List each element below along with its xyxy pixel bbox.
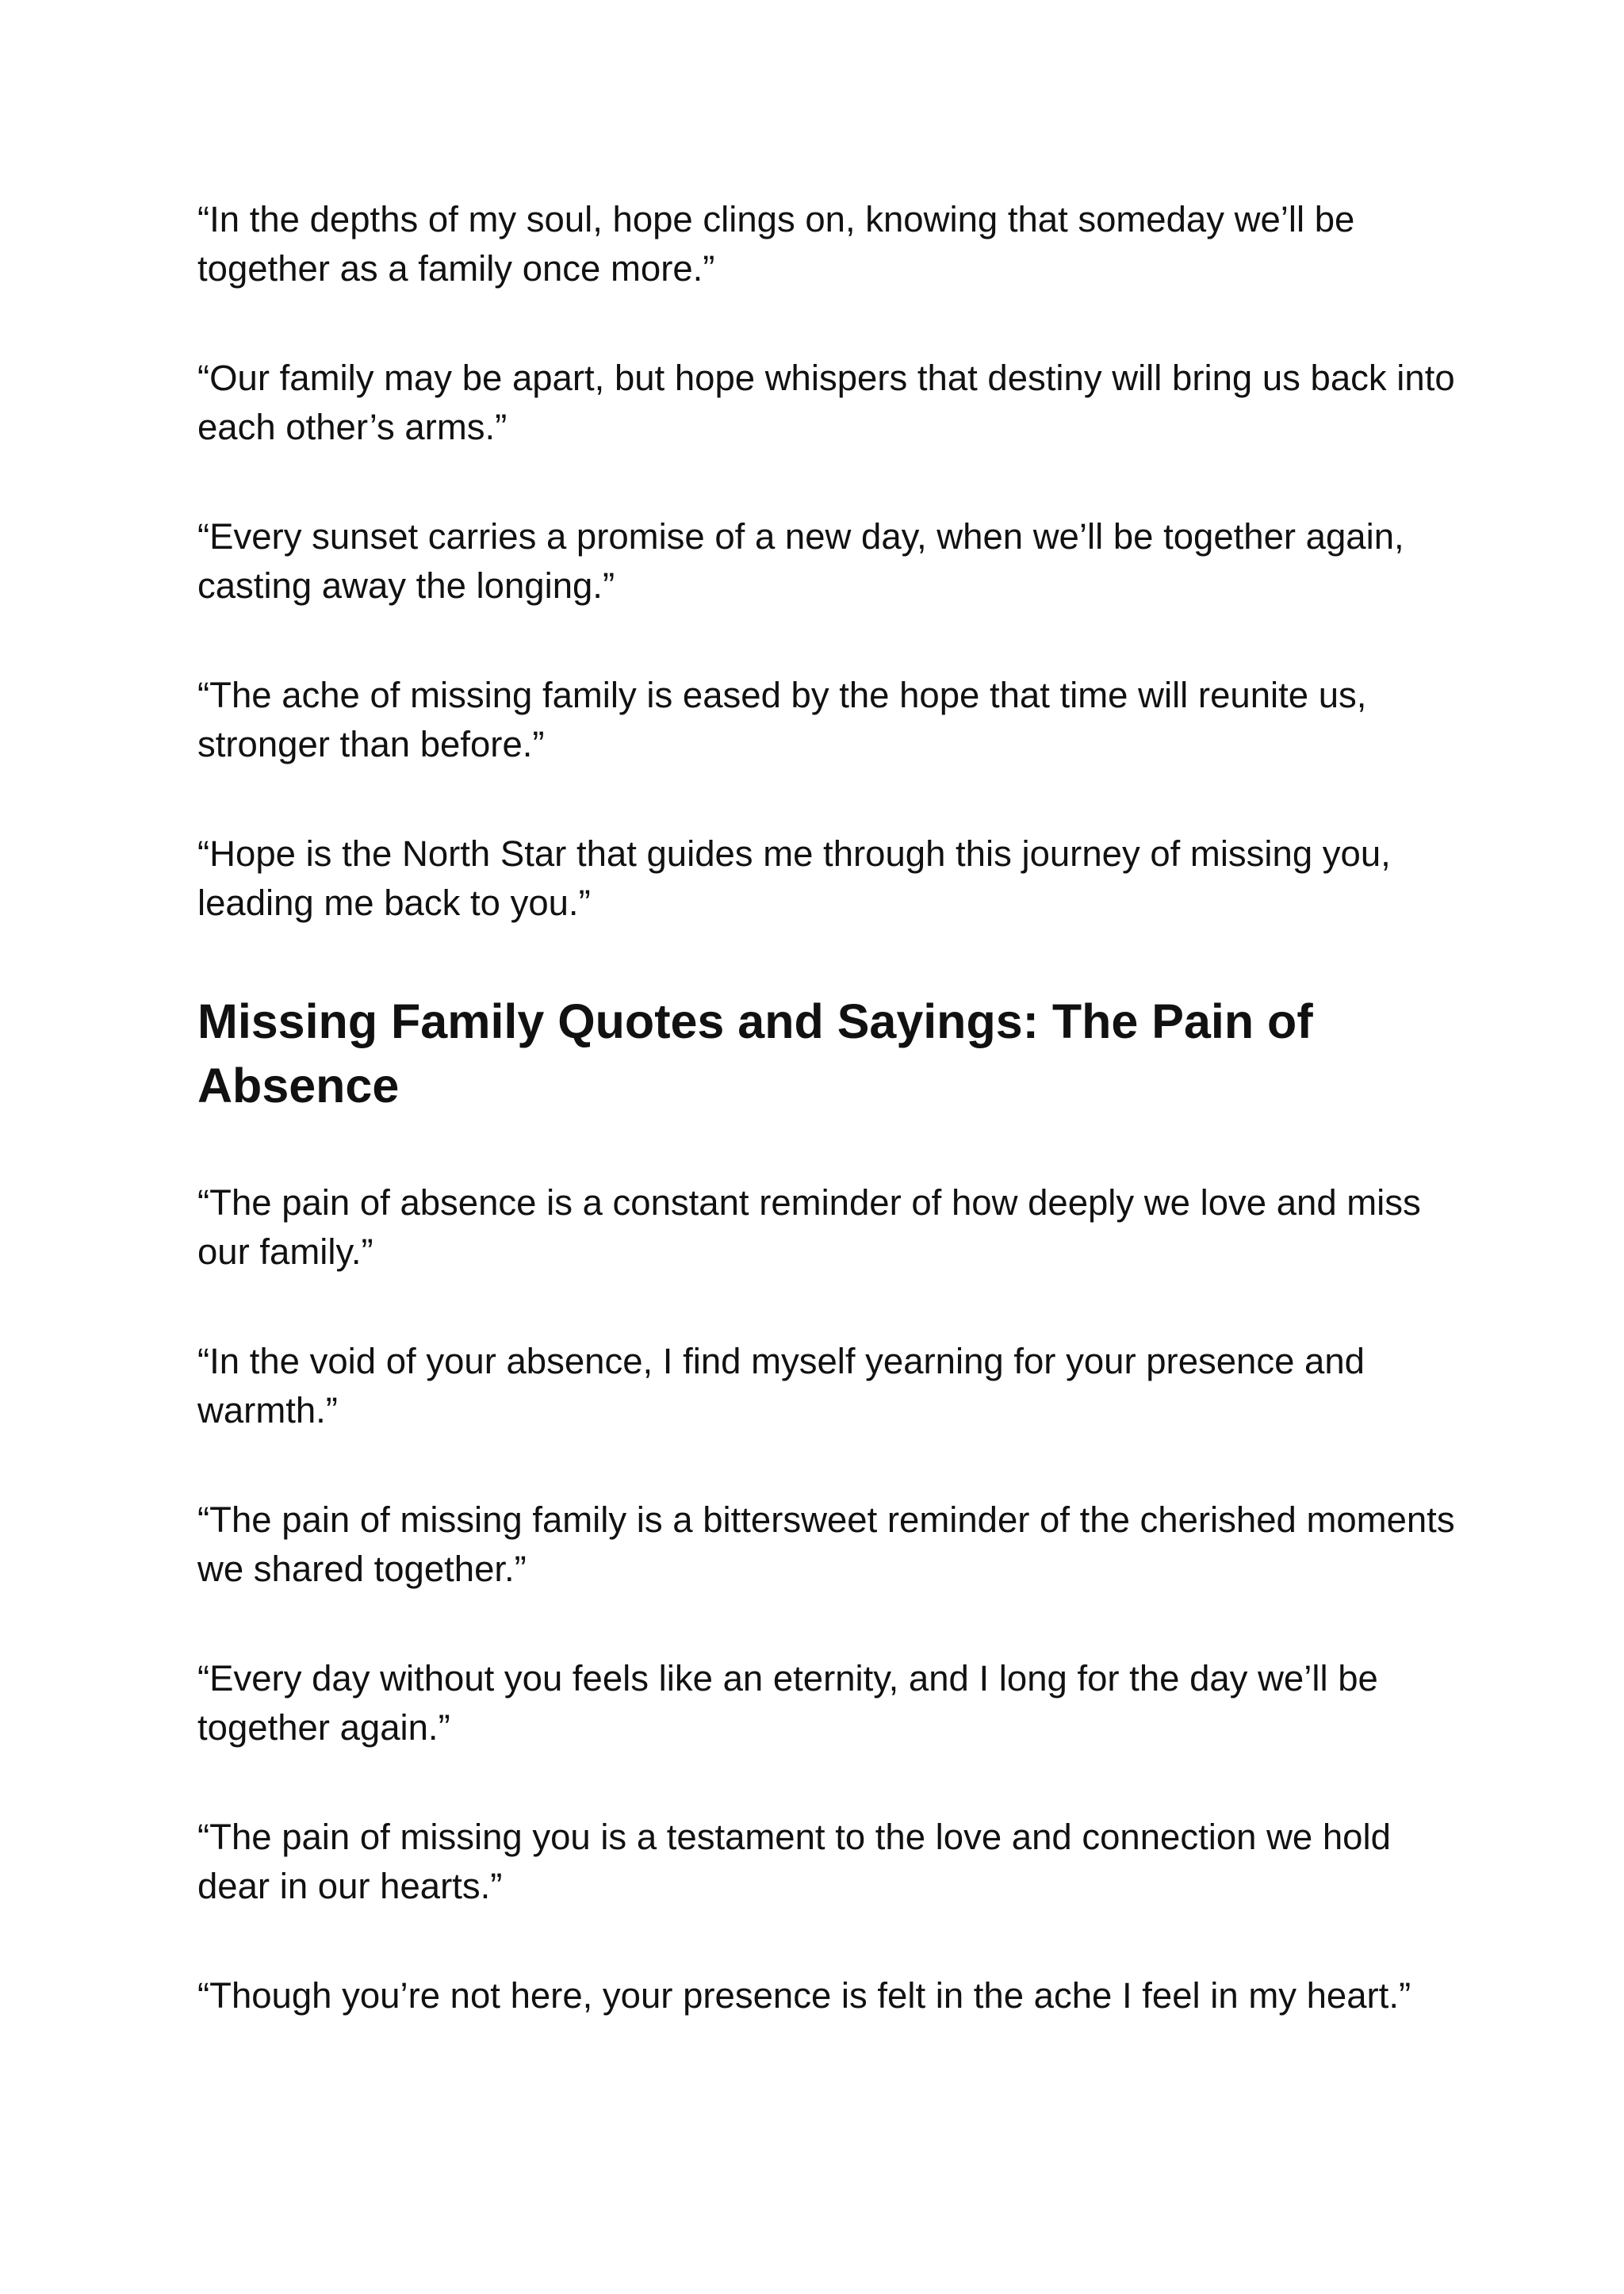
quote-pain-5: “The pain of missing you is a testament to the love and connection we hold dear in our hearts.” xyxy=(197,1817,1391,1906)
quote-pain-6: “Though you’re not here, your presence is felt in the ache I feel in my heart.” xyxy=(197,1975,1411,2016)
quote-hope-3: “Every sunset carries a promise of a new day, when we’ll be together again, casting away the longing.” xyxy=(197,516,1404,606)
quote-hope-5: “Hope is the North Star that guides me through this journey of missing you, leading me back to you.” xyxy=(197,833,1391,923)
quote-hope-4: “The ache of missing family is eased by the hope that time will reunite us, stronger than before.” xyxy=(197,675,1367,764)
quote-pain-3: “The pain of missing family is a bittersweet reminder of the cherished moments we shared together.” xyxy=(197,1499,1455,1589)
quote-pain-2: “In the void of your absence, I find myself yearning for your presence and warmth.” xyxy=(197,1341,1365,1430)
quote-hope-1: “In the depths of my soul, hope clings on, knowing that someday we’ll be together as a family once more.” xyxy=(197,199,1355,289)
quote-hope-2: “Our family may be apart, but hope whispers that destiny will bring us back into each other’s arms.” xyxy=(197,358,1455,447)
quote-pain-4: “Every day without you feels like an eternity, and I long for the day we’ll be together again.” xyxy=(197,1658,1378,1748)
section-heading: Missing Family Quotes and Sayings: The Pain of Absence xyxy=(197,994,1313,1113)
quote-pain-1: “The pain of absence is a constant reminder of how deeply we love and miss our family.” xyxy=(197,1182,1421,1272)
